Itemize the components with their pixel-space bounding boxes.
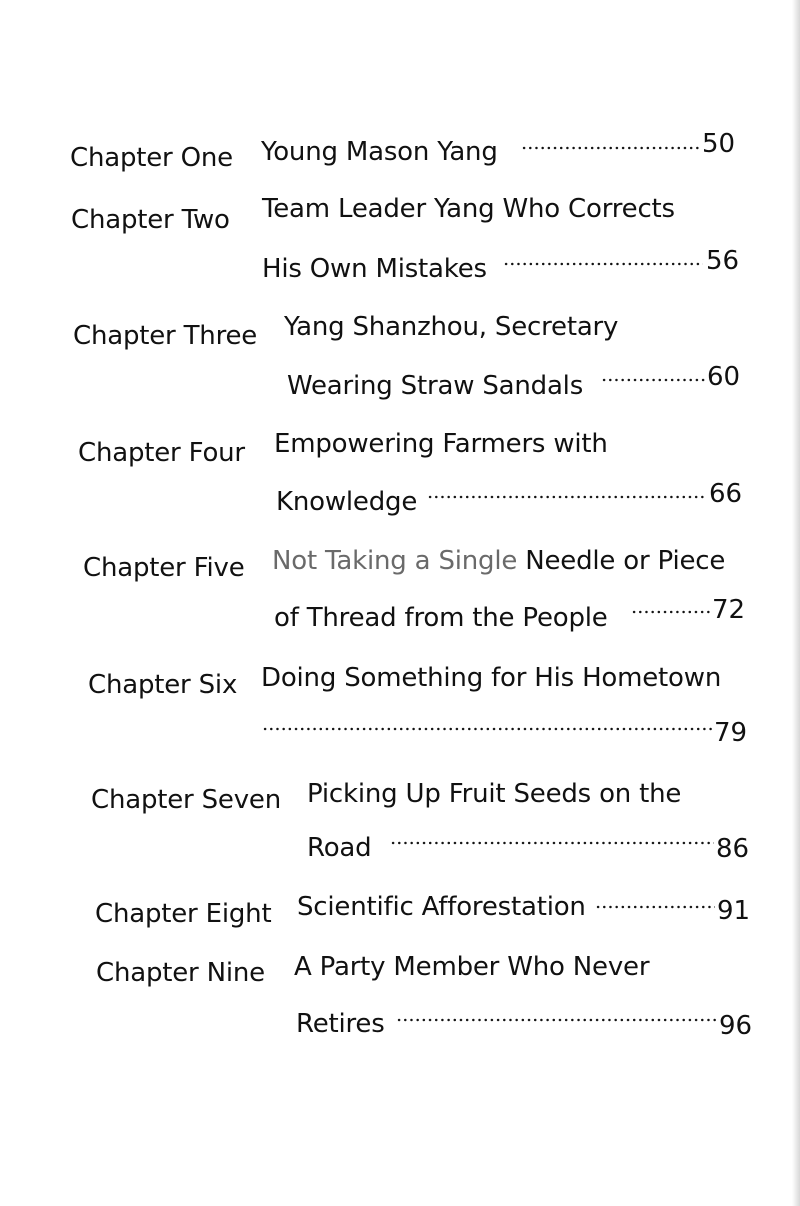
chapter-label: Chapter Nine (96, 958, 265, 988)
chapter-label: Chapter Four (78, 438, 245, 468)
chapter-label: Chapter Three (73, 321, 258, 351)
page-number: 79 (714, 718, 748, 748)
faded-title-fragment: Not Taking a Single (272, 546, 526, 576)
dot-leader (631, 609, 711, 615)
dot-leader (427, 494, 707, 500)
chapter-title-line-1: Empowering Farmers with (274, 429, 608, 459)
dot-leader (262, 726, 712, 732)
page-number: 91 (717, 896, 751, 926)
chapter-title-line-1: Scientific Afforestation (297, 892, 586, 922)
page-number: 56 (706, 246, 740, 276)
chapter-title-line-2: of Thread from the People (274, 603, 608, 633)
title-fragment: Needle or Piece (525, 546, 726, 576)
page-number: 86 (716, 834, 750, 864)
chapter-label: Chapter Seven (91, 785, 281, 815)
page-edge-shadow (792, 0, 800, 1206)
chapter-label: Chapter One (70, 143, 233, 173)
chapter-label: Chapter Eight (95, 899, 272, 929)
dot-leader (396, 1017, 717, 1023)
dot-leader (503, 261, 703, 267)
chapter-title-line-2: Road (307, 833, 372, 863)
chapter-title-line-1: A Party Member Who Never (294, 952, 650, 982)
dot-leader (390, 840, 714, 846)
chapter-title-line-1: Doing Something for His Hometown (261, 663, 722, 693)
chapter-title-line-2: His Own Mistakes (262, 254, 487, 284)
page-number: 72 (712, 595, 746, 625)
page-number: 60 (707, 362, 741, 392)
dot-leader (521, 145, 701, 151)
chapter-title-line-2: Retires (296, 1009, 385, 1039)
page-number: 96 (719, 1011, 753, 1041)
chapter-title-line-2: Wearing Straw Sandals (287, 371, 584, 401)
chapter-label: Chapter Five (83, 553, 245, 583)
page-number: 50 (702, 129, 736, 159)
chapter-title-line-1 (272, 546, 725, 576)
page-number: 66 (709, 479, 743, 509)
chapter-label: Chapter Two (71, 205, 230, 235)
dot-leader (601, 377, 705, 383)
chapter-label: Chapter Six (88, 670, 238, 700)
chapter-title-line-1: Picking Up Fruit Seeds on the (307, 779, 682, 809)
chapter-title-line-1: Young Mason Yang (261, 137, 498, 167)
chapter-title-line-1: Team Leader Yang Who Corrects (262, 194, 675, 224)
chapter-title-line-2: Knowledge (276, 487, 418, 517)
chapter-title-line-1: Yang Shanzhou, Secretary (284, 312, 619, 342)
dot-leader (595, 904, 715, 910)
